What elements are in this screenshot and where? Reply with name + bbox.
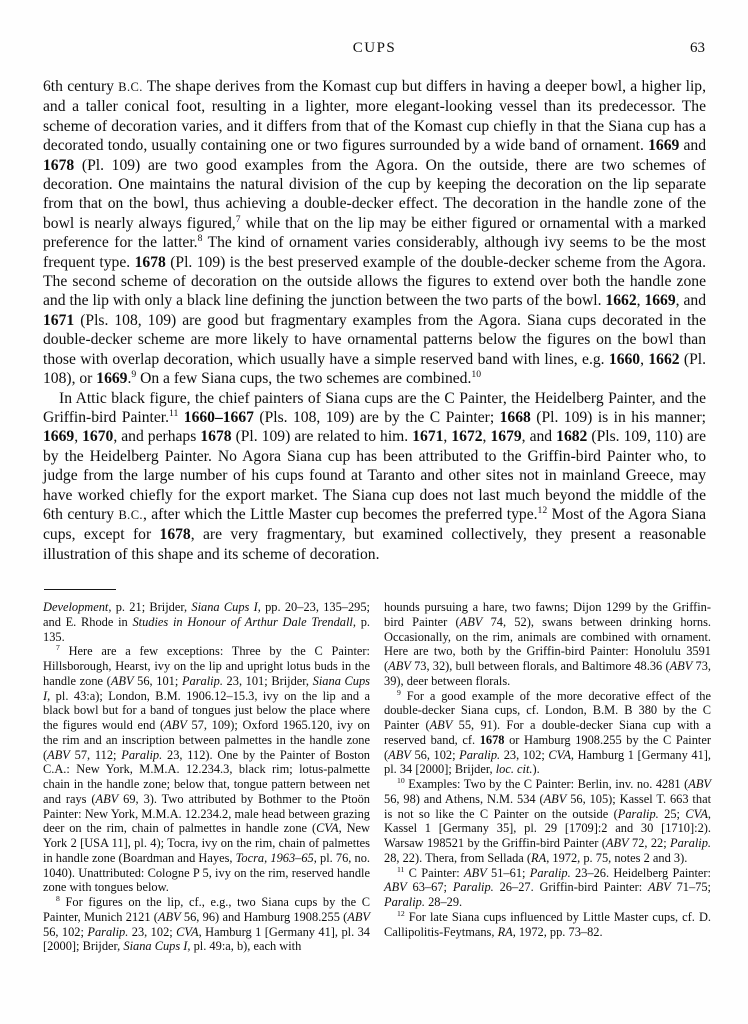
footnote-columns (43, 600, 712, 954)
footnote-column-right (384, 600, 711, 954)
footnotes-section (43, 589, 712, 954)
main-text (43, 77, 706, 564)
footnote-paragraph: $^7$ Here are a few exceptions: Three by the C Painter: Hillsborough, Hearst, ivy on the lip and upright lotus buds in the handle zone (ABV 56, 101; Paralip. 23, 101; Brijder, Siana Cups I, pl. 43:a); London, B.M. 1906.12–15.3, ivy on the lip and a black bowl but for a band of tongues just below the place where the figures would end (ABV 57, 109); Oxford 1965.120, ivy on the rim and an inscription between palmettes in the handle zone (ABV 57, 112; Paralip. 23, 112). One by the Painter of Boston C.A.: New York, M.M.A. 12.234.3, black rim; lotus-palmette chain in the handle zone; below that, tongue pattern between net and rays (ABV 69, 3). Two attributed by Bothmer to the Ptoön Painter: New York, M.M.A. 12.234.2, male head between grazing deer on the rim, chain of palmettes in handle zone (CVA, New York 2 [USA 11], pl. 4); Tocra, ivy on the rim, chain of palmettes in handle zone (Boardman and Hayes, Tocra, 1963–65, pl. 76, no. 1040). Unattributed: Cologne P 5, ivy on the rim, reserved handle zone with tongues below. (43, 643, 371, 895)
footnote-paragraph: $^{12}$ For late Siana cups influenced by Little Master cups, cf. D. Callipolitis-Feytmans, RA, 1972, pp. 73–82. (384, 908, 711, 939)
footnote-paragraph: $^8$ For figures on the lip, cf., e.g., two Siana cups by the C Painter, Munich 2121 (ABV 56, 96) and Hamburg 1908.255 (ABV 56, 102; Paralip. 23, 102; CVA, Hamburg 1 [Germany 41], pl. 34 [2000]; Brijder, Siana Cups I, pl. 49:a, b), each with (43, 894, 371, 954)
page-number: 63 (690, 40, 705, 56)
body-paragraph: 6th century B.C. The shape derives from the Komast cup but differs in having a deeper bowl, a higher lip, and a taller conical foot, resulting in a lighter, more elegant-looking vessel than its predecessor. The scheme of decoration varies, and it differs from that of the Komast cup chiefly in that the Siana cup has a decorated tondo, usually containing one or two figures surrounded by a wide band of ornament. 1669 and 1678 (Pl. 109) are two good examples from the Agora. On the outside, there are two schemes of decoration. One maintains the natural division of the cup by keeping the decoration on the lip separate from that on the bowl, thus achieving a double-decker effect. The decoration in the handle zone of the bowl is nearly always figured,$^7$ while that on the lip may be either figured or ornamental with a marked preference for the latter.$^8$ The kind of ornament varies considerably, although ivy seems to be the most frequent type. 1678 (Pl. 109) is the best preserved example of the double-decker scheme from the Agora. The second scheme of decoration on the outside allows the figures to extend over both the handle zone and the lip with only a black line defining the junction between the two parts of the bowl. 1662, 1669, and 1671 (Pls. 108, 109) are good but fragmentary examples from the Agora. Siana cups decorated in the double-decker scheme are more likely to have ornamental patterns below the figures on the bowl than those with overlap decoration, which usually have a simple reserved band with lines, e.g. 1660, 1662 (Pl. 108), or 1669.$^9$ On a few Siana cups, the two schemes are combined.$^{10}$ (43, 78, 707, 388)
running-head (43, 40, 706, 58)
footnote-paragraph: $^9$ For a good example of the more decorative effect of the double-decker Siana cups, cf. London, B.M. B 380 by the C Painter (ABV 55, 91). For a double-decker Siana cup with a reserved band, cf. 1678 or Hamburg 1908.255 by the C Painter (ABV 56, 102; Paralip. 23, 102; CVA, Hamburg 1 [Germany 41], pl. 34 [2000]; Brijder, loc. cit.). (384, 687, 711, 777)
footnote-paragraph: $^{11}$ C Painter: ABV 51–61; Paralip. 23–26. Heidelberg Painter: ABV 63–67; Paralip. 26–27. Griffin-bird Painter: ABV 71–75; Paralip. 28–29. (384, 864, 711, 910)
footnote-paragraph: $^{10}$ Examples: Two by the C Painter: Berlin, inv. no. 4281 (ABV 56, 98) and Athens, N.M. 534 (ABV 56, 105); Kassel T. 663 that is not so like the C Painter on the outside (Paralip. 25; CVA, Kassel 1 [Germany 35], pl. 29 [1709]:2 and 30 [1710]:2). Warsaw 198521 by the Griffin-bird Painter (ABV 72, 22; Paralip. 28, 22). Thera, from Sellada (RA, 1972, p. 75, notes 2 and 3). (384, 776, 712, 865)
footnote-paragraph: hounds pursuing a hare, two fawns; Dijon 1299 by the Griffin-bird Painter (ABV 74, 52), swans between drinking horns. Occasionally, on the rim, animals are combined with ornament. Here are two, both by the Griffin-bird Painter: Honolulu 3591 (ABV 73, 32), bull between florals, and Baltimore 48.36 (ABV 73, 39), deer between florals. (384, 600, 711, 688)
body-paragraph: In Attic black figure, the chief painters of Siana cups are the C Painter, the Heidelberg Painter, and the Griffin-bird Painter.$^{11}$ 1660–1667 (Pls. 108, 109) are by the C Painter; 1668 (Pl. 109) is in his manner; 1669, 1670, and perhaps 1678 (Pl. 109) are related to him. 1671, 1672, 1679, and 1682 (Pls. 109, 110) are by the Heidelberg Painter. No Agora Siana cup has been attributed to the Griffin-bird Painter who, to judge from the large number of his cups found at Taranto and other sites not in mainland Greece, may have worked chiefly for the export market. The Siana cup does not last much beyond the middle of the 6th century B.C., after which the Little Master cup becomes the preferred type.$^{12}$ Most of the Agora Siana cups, except for 1678, are very fragmentary, but examined collectively, they present a reasonable illustration of this shape and its scheme of decoration. (43, 389, 706, 563)
footnote-paragraph: Development, p. 21; Brijder, Siana Cups I, pp. 20–23, 135–295; and E. Rhode in Studies in Honour of Arthur Dale Trendall, p. 135. (43, 600, 371, 644)
footnote-separator-rule (44, 589, 116, 590)
page-title: CUPS (352, 40, 397, 56)
footnote-column-left (43, 600, 370, 954)
